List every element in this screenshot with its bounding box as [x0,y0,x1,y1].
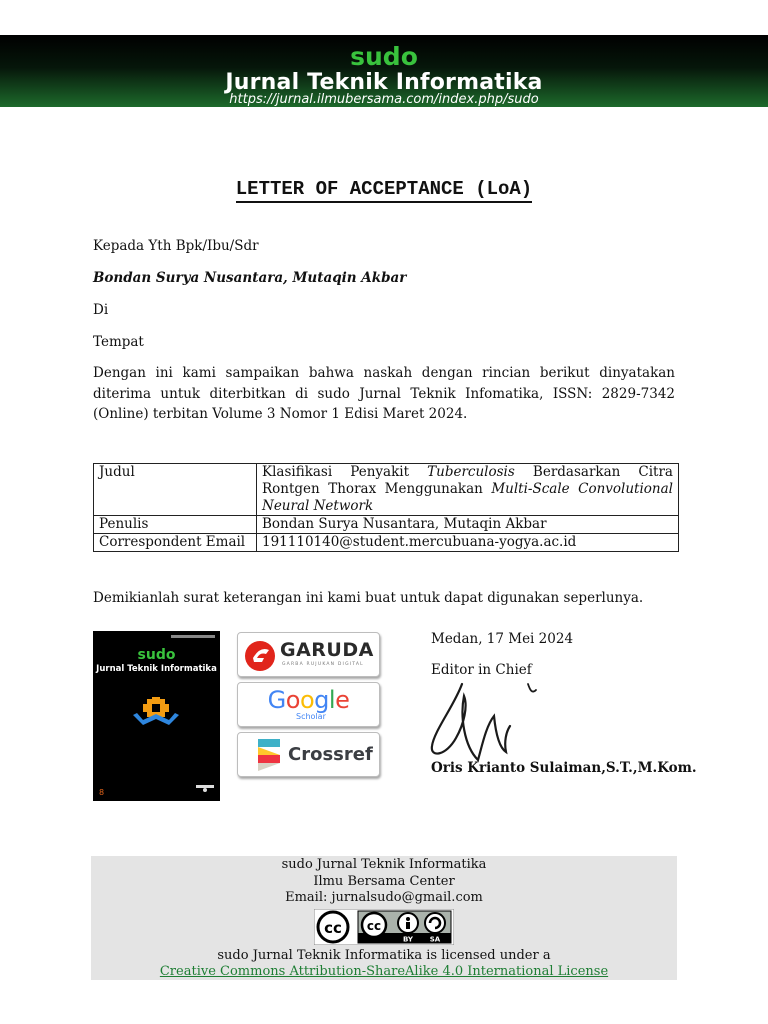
scholar-label: Scholar [296,712,326,721]
journal-cover-image [93,631,220,801]
salutation: Kepada Yth Bpk/Ibu/Sdr [93,238,259,254]
garuda-badge[interactable] [237,632,380,677]
by-label: BY [402,935,414,943]
crossref-badge[interactable] [237,732,380,777]
cc-by-sa-icon [314,909,454,945]
header-journal-title: Jurnal Teknik Informatika [225,70,543,95]
table-row [94,534,679,552]
place-date: Medan, 17 Mei 2024 [431,631,574,647]
judul-label: Judul [94,464,257,516]
crossref-label: Crossref [288,744,373,765]
handwritten-signature [424,676,554,766]
journal-header [0,35,768,107]
cover-small-logo-icon [196,783,214,793]
google-scholar-badge[interactable] [237,682,380,727]
garuda-subtitle: GARBA RUJUKAN DIGITAL [282,662,364,667]
header-sudo-logo: sudo [350,42,418,71]
editor-name: Oris Krianto Sulaiman,S.T.,M.Kom. [431,760,697,776]
body-paragraph: Dengan ini kami sampaikan bahwa naskah dengan rincian berikut dinyatakan diterima untuk diterbitkan di sudo Jurnal Teknik Infomatika, ISSN: 2829-7342 (Online) terbitan Volume 3 Nomor 1 Edisi Maret 2024. [93,365,675,422]
journal-logo-icon [131,697,181,737]
email-value: 191110140@student.mercubuana-yogya.ac.id [257,534,679,552]
cover-sudo: sudo [137,647,176,663]
garuda-label: GARUDA [280,639,374,661]
recipients: Bondan Surya Nusantara, Mutaqin Akbar [93,270,407,286]
closing-sentence: Demikianlah surat keterangan ini kami buat untuk dapat digunakan seperlunya. [93,590,644,606]
letter-title: LETTER OF ACCEPTANCE (LoA) [0,178,768,200]
footer-center: Ilmu Bersama Center [313,873,455,889]
editor-role: Editor in Chief [431,662,532,678]
cc-license-badge[interactable] [91,909,677,947]
footer-email: Email: jurnalsudo@gmail.com [285,890,483,905]
cover-title: Jurnal Teknik Informatika [96,664,217,674]
di-text: Di [93,302,109,318]
table-row [94,464,679,516]
crossref-logo-icon [256,737,282,773]
tempat-text: Tempat [93,334,144,350]
header-url: https://jurnal.ilmubersama.com/index.php/sudo [229,92,539,107]
footer [91,856,677,980]
google-label: Google [267,686,350,714]
footer-journal: sudo Jurnal Teknik Informatika [281,857,487,872]
garuda-logo-icon [244,640,276,672]
penulis-value: Bondan Surya Nusantara, Mutaqin Akbar [257,516,679,534]
license-link[interactable]: Creative Commons Attribution-ShareAlike 4.0 International License [159,964,609,979]
manuscript-table [93,463,679,552]
cover-number: 8 [99,788,105,797]
license-statement: sudo Jurnal Teknik Informatika is licensed under a [217,947,551,963]
judul-value: Klasifikasi Penyakit Tuberculosis Berdasarkan Citra Rontgen Thorax Menggunakan Multi-Scale Convolutional Neural Network [257,464,679,516]
email-label: Correspondent Email [94,534,257,552]
penulis-label: Penulis [94,516,257,534]
cc-icon-text: cc [324,918,342,937]
table-row [94,516,679,534]
cover-decoration [171,635,215,638]
cc-icon-text-small: cc [366,918,382,933]
sa-label: SA [429,935,441,943]
